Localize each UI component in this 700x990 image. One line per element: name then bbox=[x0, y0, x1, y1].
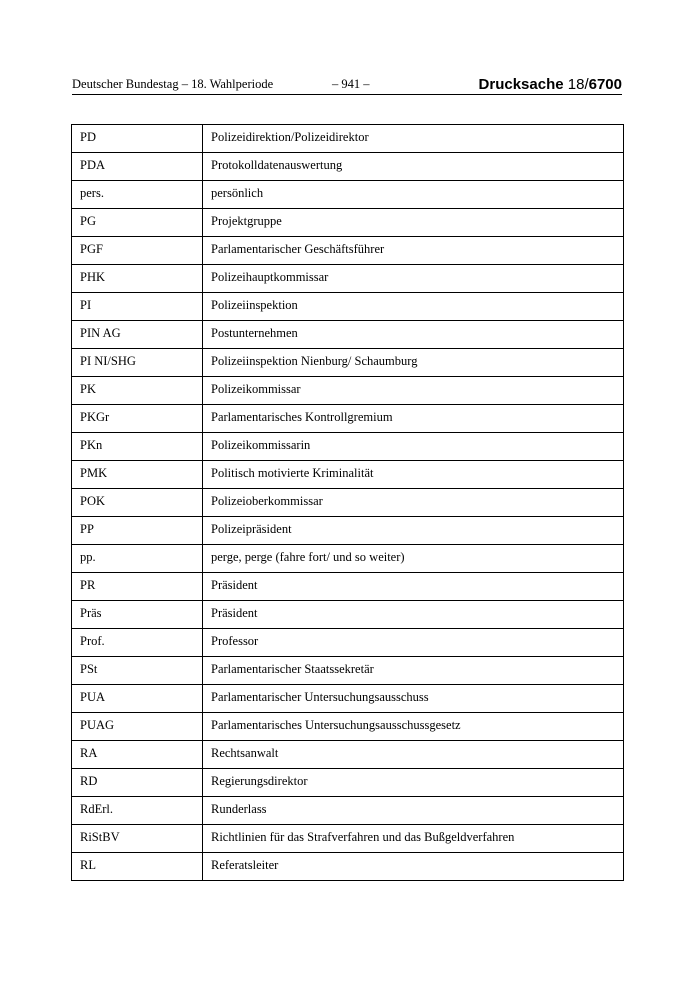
meaning-cell: Protokolldatenauswertung bbox=[203, 153, 624, 181]
header-publication: Deutscher Bundestag – 18. Wahlperiode bbox=[72, 77, 274, 91]
table-row bbox=[72, 657, 624, 685]
meaning-cell: Parlamentarischer Untersuchungsausschuss bbox=[203, 685, 624, 713]
abbreviation-cell: RD bbox=[72, 769, 203, 797]
table-row bbox=[72, 853, 624, 881]
abbreviation-cell: RdErl. bbox=[72, 797, 203, 825]
table-row bbox=[72, 433, 624, 461]
abbreviation-cell: PIN AG bbox=[72, 321, 203, 349]
header-document-number bbox=[479, 76, 622, 93]
abbreviation-cell: PKn bbox=[72, 433, 203, 461]
table-row bbox=[72, 181, 624, 209]
abbreviation-cell: RiStBV bbox=[72, 825, 203, 853]
abbreviation-cell: PHK bbox=[72, 265, 203, 293]
table-row bbox=[72, 685, 624, 713]
meaning-cell: Parlamentarischer Staatssekretär bbox=[203, 657, 624, 685]
table-row bbox=[72, 741, 624, 769]
meaning-cell: Polizeihauptkommissar bbox=[203, 265, 624, 293]
table-row bbox=[72, 125, 624, 153]
meaning-cell: Parlamentarisches Untersuchungsausschussgesetz bbox=[203, 713, 624, 741]
meaning-cell: Polizeioberkommissar bbox=[203, 489, 624, 517]
abbreviation-cell: Prof. bbox=[72, 629, 203, 657]
table-row bbox=[72, 349, 624, 377]
table-row bbox=[72, 629, 624, 657]
meaning-cell: Polizeikommissar bbox=[203, 377, 624, 405]
table-row bbox=[72, 797, 624, 825]
meaning-cell: Runderlass bbox=[203, 797, 624, 825]
abbreviation-cell: PK bbox=[72, 377, 203, 405]
meaning-cell: Polizeidirektion/Polizeidirektor bbox=[203, 125, 624, 153]
table-row bbox=[72, 321, 624, 349]
abbreviation-cell: Präs bbox=[72, 601, 203, 629]
table-row bbox=[72, 517, 624, 545]
header-page-number: – 941 – bbox=[332, 77, 370, 91]
abbreviation-cell: PG bbox=[72, 209, 203, 237]
abbreviation-cell: PD bbox=[72, 125, 203, 153]
abbreviation-cell: PP bbox=[72, 517, 203, 545]
abbreviation-cell: pers. bbox=[72, 181, 203, 209]
meaning-cell: Parlamentarisches Kontrollgremium bbox=[203, 405, 624, 433]
meaning-cell: Regierungsdirektor bbox=[203, 769, 624, 797]
abbreviation-cell: PGF bbox=[72, 237, 203, 265]
meaning-cell: perge, perge (fahre fort/ und so weiter) bbox=[203, 545, 624, 573]
abbreviation-table bbox=[71, 124, 624, 881]
table-row bbox=[72, 545, 624, 573]
abbreviation-cell: RL bbox=[72, 853, 203, 881]
meaning-cell: Referatsleiter bbox=[203, 853, 624, 881]
table-row bbox=[72, 293, 624, 321]
meaning-cell: Politisch motivierte Kriminalität bbox=[203, 461, 624, 489]
table-row bbox=[72, 825, 624, 853]
meaning-cell: Parlamentarischer Geschäftsführer bbox=[203, 237, 624, 265]
meaning-cell: Projektgruppe bbox=[203, 209, 624, 237]
meaning-cell: Polizeiinspektion bbox=[203, 293, 624, 321]
table-row bbox=[72, 265, 624, 293]
abbreviation-cell: PUAG bbox=[72, 713, 203, 741]
abbreviation-cell: PUA bbox=[72, 685, 203, 713]
table-row bbox=[72, 405, 624, 433]
meaning-cell: Polizeiinspektion Nienburg/ Schaumburg bbox=[203, 349, 624, 377]
meaning-cell: Präsident bbox=[203, 573, 624, 601]
abbreviation-cell: PI NI/SHG bbox=[72, 349, 203, 377]
meaning-cell: persönlich bbox=[203, 181, 624, 209]
abbreviation-cell: POK bbox=[72, 489, 203, 517]
meaning-cell: Präsident bbox=[203, 601, 624, 629]
header-doc-id: 6700 bbox=[588, 76, 622, 93]
meaning-cell: Polizeipräsident bbox=[203, 517, 624, 545]
table-row bbox=[72, 489, 624, 517]
table-row bbox=[72, 573, 624, 601]
abbreviation-cell: pp. bbox=[72, 545, 203, 573]
abbreviation-cell: PR bbox=[72, 573, 203, 601]
abbreviation-cell: PMK bbox=[72, 461, 203, 489]
meaning-cell: Professor bbox=[203, 629, 624, 657]
abbreviation-cell: PDA bbox=[72, 153, 203, 181]
table-row bbox=[72, 713, 624, 741]
table-row bbox=[72, 209, 624, 237]
abbreviation-cell: PI bbox=[72, 293, 203, 321]
abbreviation-cell: PSt bbox=[72, 657, 203, 685]
abbreviation-table-body bbox=[72, 125, 624, 881]
table-row bbox=[72, 601, 624, 629]
page-header bbox=[72, 76, 622, 95]
table-row bbox=[72, 461, 624, 489]
meaning-cell: Polizeikommissarin bbox=[203, 433, 624, 461]
meaning-cell: Rechtsanwalt bbox=[203, 741, 624, 769]
table-row bbox=[72, 153, 624, 181]
header-drucksache-label: Drucksache bbox=[478, 76, 564, 93]
table-row bbox=[72, 237, 624, 265]
table-row bbox=[72, 377, 624, 405]
meaning-cell: Postunternehmen bbox=[203, 321, 624, 349]
table-row bbox=[72, 769, 624, 797]
header-period: 18/ bbox=[563, 76, 589, 93]
meaning-cell: Richtlinien für das Strafverfahren und das Bußgeldverfahren bbox=[203, 825, 624, 853]
abbreviation-cell: RA bbox=[72, 741, 203, 769]
abbreviation-cell: PKGr bbox=[72, 405, 203, 433]
